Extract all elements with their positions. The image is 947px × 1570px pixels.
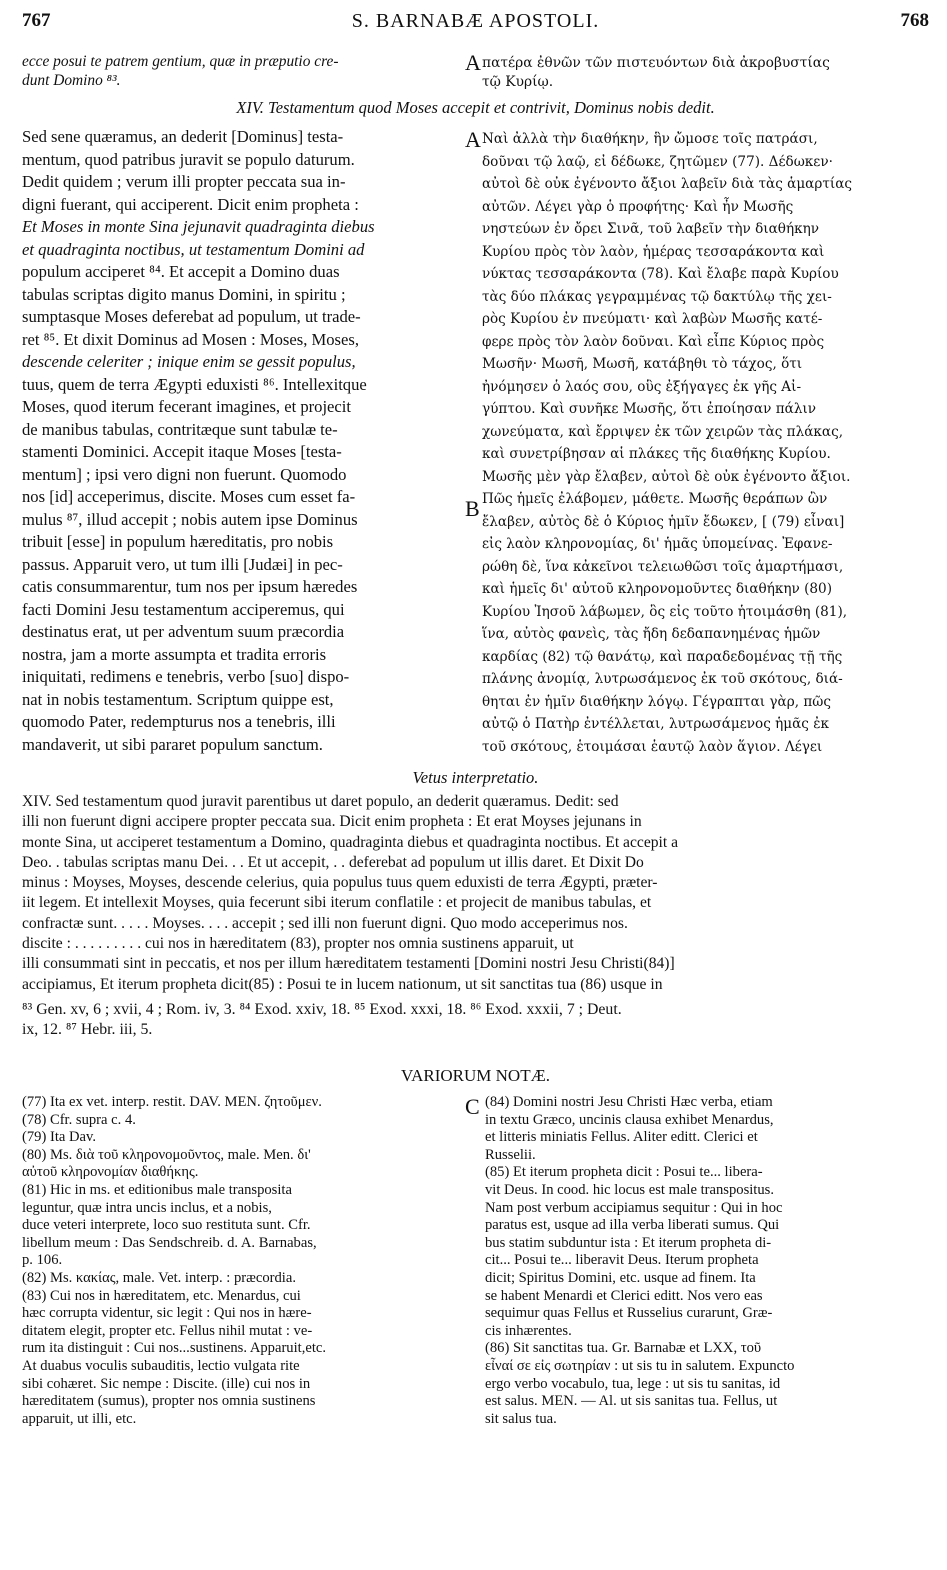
- page-header: [22, 10, 929, 38]
- greek-line: τὰς δύο πλάκας γεγραμμένας τῷ δακτύλῳ τῆς χει-: [482, 288, 832, 305]
- greek-line: Μωσῆν· Μωσῆ, Μωσῆ, κατάβηθι τὸ τάχος, ὅτι: [482, 356, 803, 372]
- greek-top: [482, 54, 927, 92]
- note-line: est salus. MEN. — Al. ut sis sanitas tua. Fellus, ut: [485, 1393, 778, 1410]
- greek-line: δοῦναι τῷ λαῷ, εἰ δέδωκε, ζητῶμεν (77). Δέδωκεν·: [482, 153, 833, 170]
- note-line: ditatem elegit, propter etc. Fellus nihil mutat : ve-: [22, 1322, 313, 1339]
- note-line: et litteris miniatis Fellus. Aliter editt. Clerici et: [485, 1129, 758, 1146]
- latin-line: tuus, quem de terra Ægypti eduxisti ⁸⁶. Intellexitque: [22, 374, 367, 394]
- latin-line: nat in nobis testamentum. Scriptum quippe est,: [22, 689, 334, 709]
- latin-line: mandaverit, ut sibi pararet populum sanctum.: [22, 734, 323, 754]
- note-line: (86) Sit sanctitas tua. Gr. Barnabæ et LXX, τοῦ: [485, 1340, 762, 1357]
- note-line: (85) Et iterum propheta dicit : Posui te... libera-: [485, 1164, 763, 1181]
- greek-line: ἔλαβεν, αὐτὸς δὲ ὁ Κύριος ἡμῖν ἔδωκεν, [ (79) εἶναι]: [482, 513, 845, 530]
- note-line: (79) Ita Dav.: [22, 1129, 97, 1146]
- note-line: cit... Posui te... liberavit Deus. Iterum propheta: [485, 1252, 759, 1269]
- greek-line: θηται ἐν ἡμῖν διαθήκην λόγῳ. Γέγραπται γὰρ, πῶς: [482, 693, 831, 710]
- note-line: (81) Hic in ms. et editionibus male transposita: [22, 1181, 292, 1198]
- vetus-line: minus : Moyses, Moyses, descende celerius, quia populus tuus quem eduxisti de terra Ægypti, præter-: [22, 874, 658, 892]
- greek-line: Κυρίου πρὸς τὸν λαὸν, ἡμέρας τεσσαράκοντα καὶ: [482, 243, 825, 260]
- note-line: (84) Domini nostri Jesu Christi Hæc verba, etiam: [485, 1094, 773, 1110]
- greek-line: ἠνόμησεν ὁ λαός σου, οὓς ἐξήγαγες ἐκ γῆς Αἰ-: [482, 378, 802, 395]
- latin-line: de manibus tabulas, contritæque sunt tabulæ te-: [22, 419, 338, 439]
- greek-line: τοῦ σκότους, ἑτοιμάσαι ἑαυτῷ λαὸν ἅγιον. Λέγει: [482, 738, 823, 755]
- notes-title-text: VARIORUM NOTÆ.: [401, 1066, 550, 1085]
- note-line: αὐτοῦ κληρονομίαν διαθήκης.: [22, 1164, 199, 1181]
- note-line: leguntur, quæ intra uncis inclus, et a nobis,: [22, 1199, 272, 1216]
- note-line: rum ita distinguit : Cui nos...sustinens. Apparuit,etc.: [22, 1340, 327, 1357]
- latin-line: iniquitati, redimens e tenebris, verbo [suo] dispo-: [22, 667, 350, 686]
- greek-top-line: τῷ Κυρίῳ.: [482, 74, 554, 90]
- note-line: (83) Cui nos in hæreditatem, etc. Menardus, cui: [22, 1287, 301, 1304]
- latin-line: descende celeriter ; inique enim se gessit populus,: [22, 352, 356, 371]
- latin-top-line: dunt Domino ⁸³.: [22, 72, 121, 89]
- greek-line: καρδίας (82) τῷ θανάτῳ, καὶ παραδεδομένας τῇ τῆς: [482, 648, 843, 665]
- note-line: duce veteri interprete, loco suo restituta sunt. Cfr.: [22, 1217, 311, 1234]
- greek-column: [482, 128, 927, 758]
- latin-line: destinatus erat, ut per adventum suum præcordia: [22, 622, 345, 641]
- latin-top: [22, 52, 464, 90]
- note-line: bus statim subduntur ista : Et iterum propheta di-: [485, 1234, 772, 1251]
- note-line: p. 106.: [22, 1252, 63, 1269]
- greek-line: Μωσῆς μὲν γὰρ ἔλαβεν, αὐτοὶ δὲ οὐκ ἐγένοντο ἄξιοι.: [482, 468, 851, 485]
- notes-right-column: [485, 1094, 925, 1428]
- vetus-line: XIV. Sed testamentum quod juravit parentibus ut daret populo, an dederit quæramus. Dedit: sed: [22, 793, 619, 810]
- latin-line: catis consummarentur, tum nos per ipsum hæredes: [22, 577, 358, 596]
- note-line: (82) Ms. κακίας, male. Vet. interp. : præcordia.: [22, 1269, 296, 1286]
- latin-line: nos [id] acceperimus, discite. Moses cum esset fa-: [22, 487, 356, 506]
- greek-line: ἵνα, αὐτὸς φανεὶς, τὰς ἤδη δεδαπανημένας ἡμῶν: [482, 626, 821, 642]
- greek-line: πλάνης ἀνομίᾳ, λυτρωσάμενος ἐκ τοῦ σκότους, διά-: [482, 671, 843, 687]
- section-heading: [22, 98, 929, 118]
- latin-line: et quadraginta noctibus, ut testamentum Domini ad: [22, 239, 365, 259]
- latin-line: stamenti Dominici. Accepit itaque Moses [testa-: [22, 442, 342, 461]
- note-line: hæc corrupta videntur, sic legit : Qui nos in hære-: [22, 1305, 312, 1322]
- latin-line: tabulas scriptas digito manus Domini, in spiritu ;: [22, 284, 346, 304]
- latin-line: quomodo Pater, redempturus nos a tenebris, illi: [22, 712, 336, 731]
- latin-column: [22, 126, 464, 756]
- vetus-line: illi consummati sint in peccatis, et nos per illum hæreditatem testamenti [Domini nostri Jesu Christi(84)]: [22, 955, 675, 973]
- footnotes: [22, 1000, 929, 1040]
- greek-line: νύκτας τεσσαράκοντα (78). Καὶ ἔλαβε παρὰ Κυρίου: [482, 266, 839, 282]
- running-title: S. BARNABÆ APOSTOLI.: [351, 10, 600, 32]
- greek-line: ρὸς Κυρίου ἐν πνεύματι· καὶ λαβὼν Μωσῆς κατέ-: [482, 311, 823, 327]
- vetus-line: Deo. . tabulas scriptas manu Dei. . . Et ut accepit, . . deferebat ad populum ut illis daret. Et Dixit Do: [22, 853, 644, 871]
- note-line: cis inhærentes.: [485, 1322, 572, 1339]
- greek-line: γύπτου. Καὶ συνῆκε Μωσῆς, ὅτι ἐποίησαν πάλιν: [482, 401, 817, 417]
- greek-line: ρώθη δὲ, ἵνα κἀκεῖνοι τελειωθῶσι τοῖς ἁμαρτήμασι,: [482, 558, 844, 575]
- vetus-title: [22, 768, 929, 788]
- footnote-line: ix, 12. ⁸⁷ Hebr. iii, 5.: [22, 1021, 153, 1038]
- vetus-title-text: Vetus interpretatio.: [412, 768, 539, 787]
- page-number-right: 768: [900, 10, 929, 31]
- greek-line: αὐτῷ ὁ Πατὴρ ἐντέλλεται, λυτρωσάμενος ἡμᾶς ἐκ: [482, 716, 830, 732]
- section-heading-text: XIV. Testamentum quod Moses accepit et contrivit, Dominus nobis dedit.: [236, 98, 715, 117]
- latin-line: populum acciperet ⁸⁴. Et accepit a Domino duas: [22, 262, 340, 281]
- latin-line: mentum] ; ipsi vero digni non fuerunt. Quomodo: [22, 464, 347, 484]
- notes-title: [22, 1066, 929, 1086]
- vetus-line: monte Sina, ut acciperet testamentum a Domino, quadraginta diebus et quadraginta noctibus. Et accepit a: [22, 833, 679, 851]
- greek-line: Ναὶ ἀλλὰ τὴν διαθήκην, ἣν ὤμοσε τοῖς πατράσι,: [482, 131, 818, 147]
- note-line: vit Deus. In cood. hic locus est male transpositus.: [485, 1181, 774, 1198]
- note-line: (78) Cfr. supra c. 4.: [22, 1111, 136, 1128]
- latin-line: Et Moses in monte Sina jejunavit quadraginta diebus: [22, 217, 375, 236]
- greek-line: καὶ ἡμεῖς δι' αὐτοῦ κληρονομοῦντες διαθήκην (80): [482, 581, 832, 597]
- greek-line: καὶ συνετρίβησαν αἱ πλάκες τῆς διαθήκης Κυρίου.: [482, 446, 831, 462]
- greek-line: Κυρίου Ἰησοῦ λάβωμεν, ὃς εἰς τοῦτο ἡτοιμάσθη (81),: [482, 603, 848, 620]
- note-line: sibi cohæret. Sic nempe : Discite. (ille) cui nos in: [22, 1375, 311, 1392]
- latin-line: passus. Apparuit vero, ut tum illi [Judæi] in pec-: [22, 554, 343, 574]
- margin-marker-a: A: [465, 127, 481, 152]
- latin-line: sumptasque Moses deferebat ad populum, ut trade-: [22, 307, 361, 326]
- margin-marker-c: C: [465, 1094, 480, 1119]
- greek-line: αὐτῶν. Λέγει γὰρ ὁ προφήτης· Καὶ ἦν Μωσῆς: [482, 198, 794, 215]
- latin-line: ret ⁸⁵. Et dixit Dominus ad Mosen : Moses, Moses,: [22, 329, 359, 349]
- note-line: Nam post verbum accipiamus sequitur : Qui in hoc: [485, 1199, 783, 1216]
- note-line: (77) Ita ex vet. interp. restit. DAV. MEN. ζητοῦμεν.: [22, 1094, 322, 1110]
- note-line: apparuit, ut illi, etc.: [22, 1410, 137, 1427]
- note-line: hæreditatem (sumus), propter nos omnia sustinens: [22, 1393, 316, 1410]
- latin-line: nostra, jam a morte assumpta et tradita erroris: [22, 644, 327, 664]
- footnote-line: ⁸³ Gen. xv, 6 ; xvii, 4 ; Rom. iv, 3. ⁸⁴ Exod. xxiv, 18. ⁸⁵ Exod. xxxi, 18. ⁸⁶ Exod. xxxii, 7 ; Deut.: [22, 1001, 622, 1018]
- note-line: libellum meum : Das Sendschreib. d. A. Barnabas,: [22, 1234, 317, 1251]
- latin-line: digni fuerant, qui acciperent. Dicit enim propheta :: [22, 194, 359, 214]
- note-line: in textu Græco, uncinis clausa exhibet Menardus,: [485, 1111, 774, 1128]
- greek-line: Πῶς ἡμεῖς ἐλάβομεν, μάθετε. Μωσῆς θεράπων ὢν: [482, 491, 828, 507]
- latin-top-line: ecce posui te patrem gentium, quæ in præputio cre-: [22, 53, 339, 70]
- vetus-line: accipiamus, Et iterum propheta dicit(85) : Posui te in lucem nationum, ut sit sanctitas tua (86) usque in: [22, 975, 663, 993]
- latin-line: tribuit [esse] in populum hæreditatis, pro nobis: [22, 532, 334, 551]
- note-line: ergo verbo vocabulo, tua, lege : ut sis tu sanitas, id: [485, 1375, 781, 1392]
- note-line: paratus est, usque ad illa verba liberati sumus. Qui: [485, 1217, 780, 1234]
- note-line: Russelii.: [485, 1146, 536, 1163]
- vetus-block: [22, 792, 929, 995]
- latin-line: facti Domini Jesu testamentum acciperemus, qui: [22, 599, 345, 619]
- greek-line: νηστεύων ἐν ὄρει Σινᾶ, τοῦ λαβεῖν τὴν διαθήκην: [482, 221, 820, 237]
- vetus-line: iit legem. Et intellexit Moyses, quia fecerunt sibi iterum conflatile : et projecit de manibus tabulas, et: [22, 894, 652, 912]
- latin-line: mulus ⁸⁷, illud accepit ; nobis autem ipse Dominus: [22, 509, 358, 529]
- greek-top-line: πατέρα ἐθνῶν τῶν πιστευόντων διὰ ἀκροβυστίας: [482, 55, 830, 71]
- latin-line: Sed sene quæramus, an dederit [Dominus] testa-: [22, 127, 344, 146]
- latin-line: mentum, quod patribus juravit se populo daturum.: [22, 149, 355, 169]
- vetus-line: illi non fuerunt digni accipere propter peccata sua. Dicit enim propheta : Et erat Moyses jejunans in: [22, 813, 642, 831]
- margin-marker-b: B: [465, 496, 480, 521]
- vetus-line: discite : . . . . . . . . . cui nos in hæreditatem (83), propter nos omnia sustinens apparuit, ut: [22, 935, 574, 953]
- latin-line: Dedit quidem ; verum illi propter peccata sua in-: [22, 172, 346, 191]
- margin-marker-a: A: [465, 50, 481, 75]
- note-line: (80) Ms. διὰ τοῦ κληρονομοῦντος, male. Men. δι': [22, 1146, 311, 1163]
- note-line: dicit; Spiritus Domini, etc. usque ad finem. Ita: [485, 1269, 756, 1286]
- notes-left-column: [22, 1094, 462, 1428]
- note-line: se habent Menardi et Clerici editt. Nos vero eas: [485, 1287, 763, 1304]
- greek-line: χωνεύματα, καὶ ἔρριψεν ἐκ τῶν χειρῶν τὰς πλάκας,: [482, 423, 844, 440]
- latin-line: Moses, quod iterum fecerant imagines, et projecit: [22, 397, 352, 416]
- note-line: At duabus voculis subauditis, lectio vulgata rite: [22, 1357, 300, 1374]
- note-line: sit salus tua.: [485, 1410, 557, 1427]
- greek-line: φερε πρὸς τὸν λαὸν δοῦναι. Καὶ εἶπε Κύριος πρὸς: [482, 333, 825, 350]
- greek-line: εἰς λαὸν κληρονομίας, δι' ἡμᾶς ὑπομείνας. Ἐφανε-: [482, 536, 833, 552]
- note-line: εἶναί σε εἰς σωτηρίαν : ut sis tu in salutem. Expuncto: [485, 1357, 795, 1374]
- greek-line: αὐτοὶ δὲ οὐκ ἐγένοντο ἄξιοι λαβεῖν διὰ τὰς ἁμαρτίας: [482, 176, 852, 192]
- page-number-left: 767: [22, 10, 51, 31]
- vetus-line: confractæ sunt. . . . . Moyses. . . . accepit ; sed illi non fuerunt digni. Quo modo acceperimus nos.: [22, 914, 628, 932]
- note-line: sequimur quas Fellus et Russelius curarunt, Græ-: [485, 1305, 773, 1322]
